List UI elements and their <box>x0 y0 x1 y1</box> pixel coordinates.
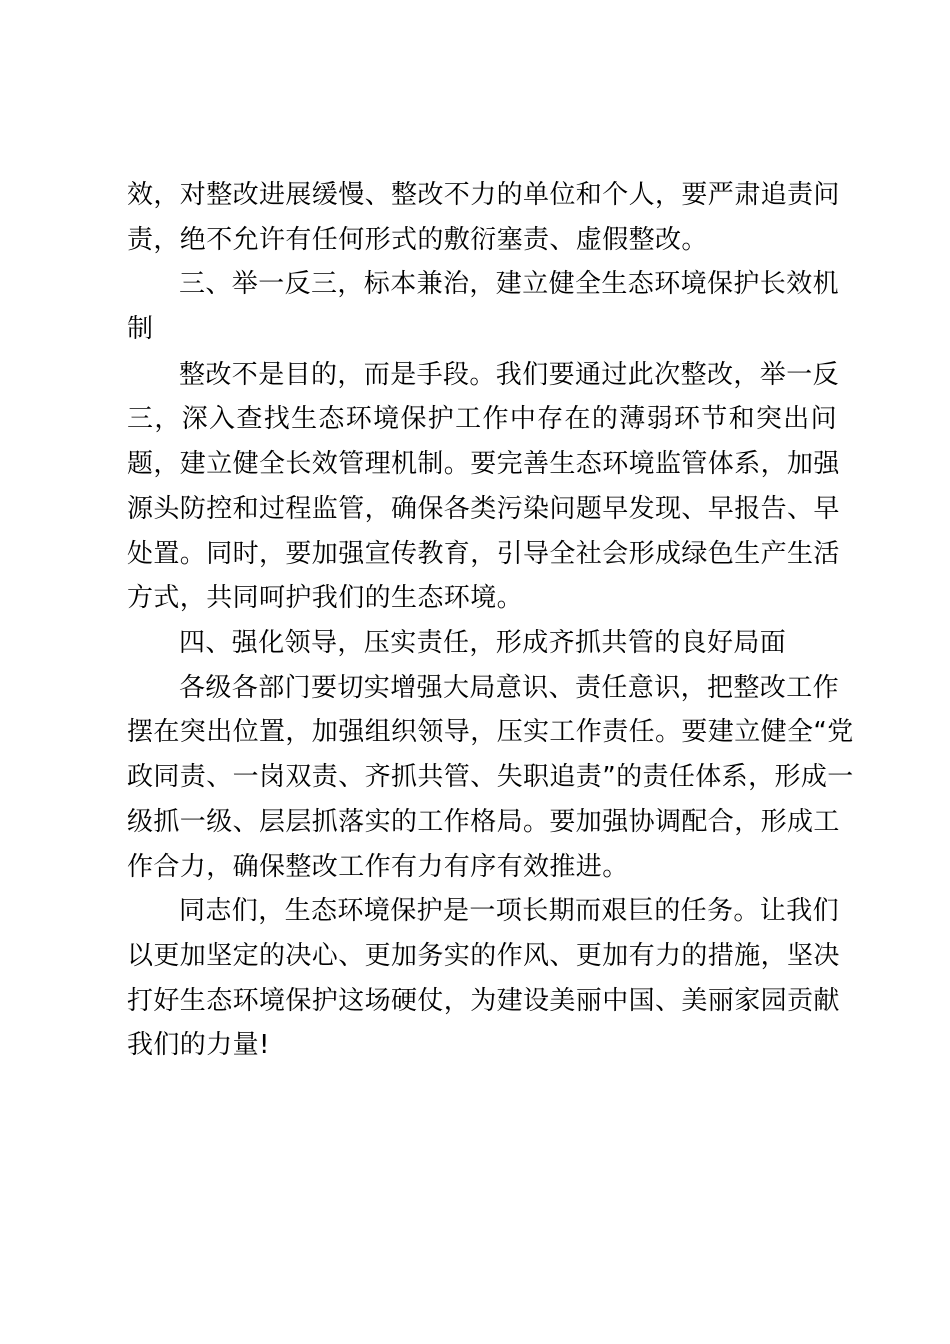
paragraph-line: 处置。同时，要加强宣传教育，引导全社会形成绿色生产生活 <box>127 539 840 569</box>
paragraph-line: 以更加坚定的决心、更加务实的作风、更加有力的措施，坚决 <box>127 941 840 971</box>
paragraph-line: 责，绝不允许有任何形式的敷衍塞责、虚假整改。 <box>127 225 708 255</box>
section-heading-3-cont: 制 <box>127 314 154 344</box>
paragraph-line: 效，对整改进展缓慢、整改不力的单位和个人，要严肃追责问 <box>127 180 840 210</box>
paragraph-line: 作合力，确保整改工作有力有序有效推进。 <box>127 852 629 882</box>
paragraph-line: 级抓一级、层层抓落实的工作格局。要加强协调配合，形成工 <box>127 807 840 837</box>
paragraph-line: 我们的力量! <box>127 1030 270 1060</box>
paragraph-line: 方式，共同呵护我们的生态环境。 <box>127 583 524 613</box>
section-heading-4: 四、强化领导，压实责任，形成齐抓共管的良好局面 <box>179 628 787 658</box>
paragraph-line: 摆在突出位置，加强组织领导，压实工作责任。要建立健全“党 <box>127 717 854 747</box>
paragraph-line: 打好生态环境保护这场硬仗，为建设美丽中国、美丽家园贡献 <box>127 986 840 1016</box>
paragraph-line: 政同责、一岗双责、齐抓共管、失职追责”的责任体系，形成一 <box>127 762 854 792</box>
section-heading-3: 三、举一反三，标本兼治，建立健全生态环境保护长效机 <box>179 269 840 299</box>
paragraph-line: 整改不是目的，而是手段。我们要通过此次整改，举一反 <box>179 360 840 390</box>
paragraph-line: 题，建立健全长效管理机制。要完善生态环境监管体系，加强 <box>127 449 840 479</box>
paragraph-line: 各级各部门要切实增强大局意识、责任意识，把整改工作 <box>179 673 840 703</box>
paragraph-line: 源头防控和过程监管，确保各类污染问题早发现、早报告、早 <box>127 494 840 524</box>
paragraph-line: 三，深入查找生态环境保护工作中存在的薄弱环节和突出问 <box>127 404 837 434</box>
paragraph-line: 同志们，生态环境保护是一项长期而艰巨的任务。让我们 <box>179 896 840 926</box>
